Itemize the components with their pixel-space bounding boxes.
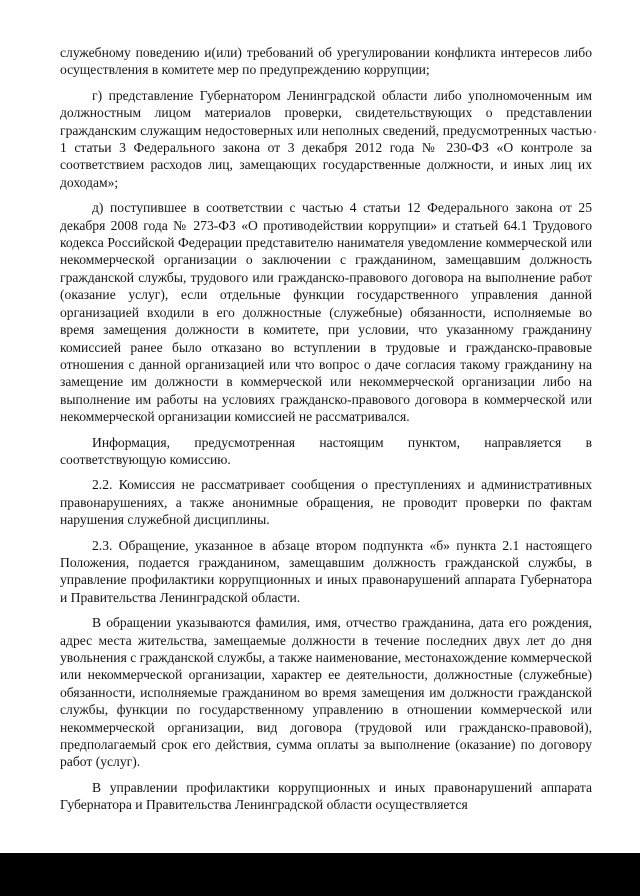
- scan-bottom-border: [0, 853, 640, 896]
- paragraph-item-d: д) поступившее в соответствии с частью 4 статьи 12 Федерального закона от 25 декабря 2008 года № 273-ФЗ «О противодействии коррупции» и статьей 64.1 Трудового кодекса Российской Федерации представителю нанимателя уведомление коммерческой или некоммерческой организации о заключении с гражданином, замещавшим должность гражданской службы, трудового или гражданско-правового договора на выполнение работ (оказание услуг), если отдельные функции государственного управления данной организацией входили в его должностные (служебные) обязанности, исполняемые во время замещения должности в комитете, при условии, что указанному гражданину комиссией ранее было отказано во вступлении в трудовые и гражданско-правовые отношения с данной организацией или что вопрос о даче согласия такому гражданину на замещение им должности в коммерческой или некоммерческой организации либо на выполнение им работы на условиях гражданско-правового договора в коммерческой или некоммерческой организации комиссией не рассматривался.: [60, 200, 592, 425]
- paragraph-appeal-contents: В обращении указываются фамилия, имя, отчество гражданина, дата его рождения, адрес места жительства, замещаемые должности в течение последних двух лет до дня увольнения с гражданской службы, а также наименование, местонахождение коммерческой или некоммерческой организации, характер ее деятельности, должностные (служебные) обязанности, исполняемые гражданином во время замещения им должности гражданской службы, функции по государственному управлению в отношении коммерческой или некоммерческой организации, вид договора (трудовой или гражданско-правовой), предполагаемый срок его действия, сумма оплаты за выполнение (оказание) по договору работ (услуг).: [60, 615, 592, 770]
- paragraph-2-3: 2.3. Обращение, указанное в абзаце втором подпункта «б» пункта 2.1 настоящего Положения, подается гражданином, замещавшим должность гражданской службы, в управление профилактики коррупционных и иных правонарушений аппарата Губернатора и Правительства Ленинградской области.: [60, 537, 592, 605]
- scan-speck: [594, 131, 596, 133]
- paragraph-department-processing: В управлении профилактики коррупционных и иных правонарушений аппарата Губернатора и Правительства Ленинградской области осуществляется: [60, 779, 592, 813]
- paragraph-continuation: служебному поведению и(или) требований об урегулировании конфликта интересов либо осуществления в комитете мер по предупреждению коррупции;: [60, 45, 592, 78]
- paragraph-information-note: Информация, предусмотренная настоящим пунктом, направляется в соответствующую комиссию.: [60, 434, 592, 467]
- paragraph-item-g: г) представление Губернатором Ленинградской области либо уполномоченным им должностным лицом материалов проверки, свидетельствующих о представлении гражданским служащим недостоверных или неполных сведений, предусмотренных частью 1 статьи 3 Федерального закона от 3 декабря 2012 года № 230-ФЗ «О контроле за соответствием расходов лиц, замещающих государственные должности, и иных лиц их доходам»;: [60, 87, 592, 190]
- paragraph-2-2: 2.2. Комиссия не рассматривает сообщения о преступлениях и административных правонарушениях, а также анонимные обращения, не проводит проверки по фактам нарушения служебной дисциплины.: [60, 477, 592, 528]
- document-body: [60, 44, 592, 822]
